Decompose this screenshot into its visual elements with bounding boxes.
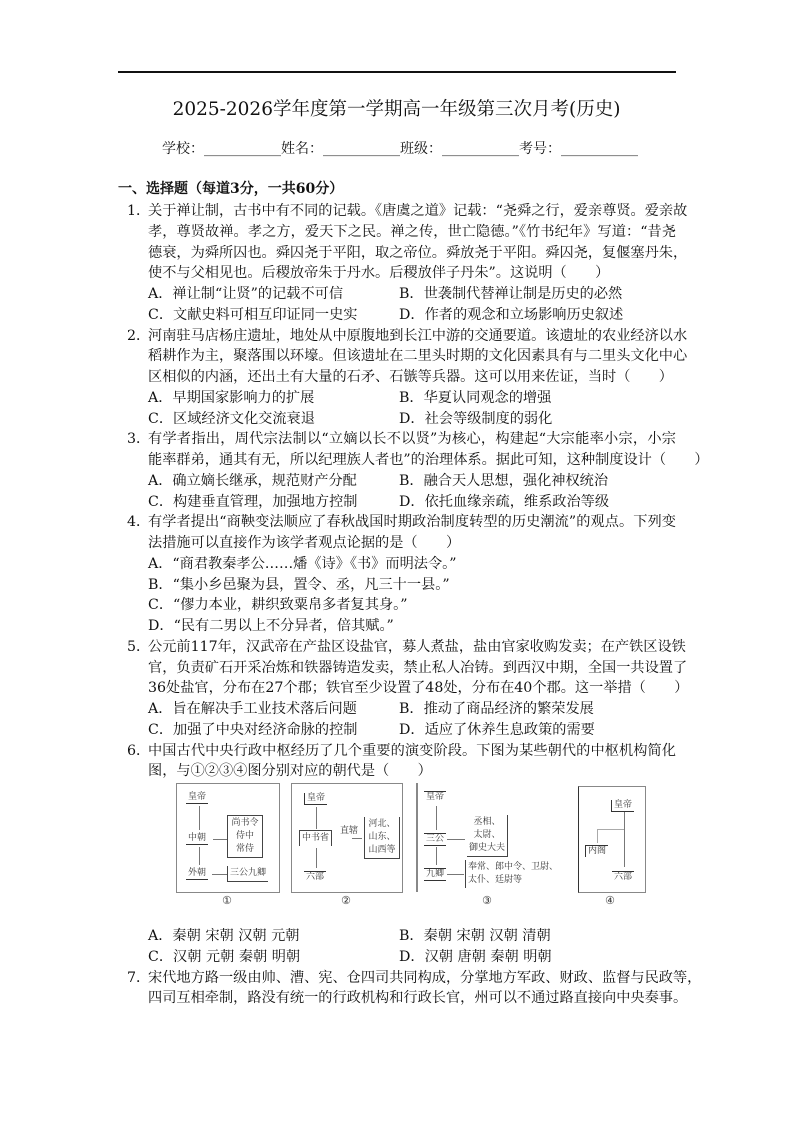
- d2-regions: [364, 817, 400, 859]
- official: 太尉、: [473, 830, 501, 840]
- answer-option-D: D．依托血缘亲疏，维系政治等级: [399, 493, 610, 510]
- answer-option-C: C．“僇力本业，耕织致粟帛多者复其身。”: [148, 597, 408, 614]
- question-text-line: 官，负责矿石开采冶炼和铁器铸造发卖，禁止私人冶铸。到西汉中期，全国一共设置了: [148, 659, 688, 676]
- answer-option-A: A．旨在解决手工业技术落后问题: [148, 701, 357, 717]
- d4-emperor: 皇帝: [611, 800, 634, 812]
- d2-label: ②: [341, 894, 351, 907]
- d1-emperor: 皇帝: [188, 792, 207, 802]
- region: 山东、: [368, 832, 396, 842]
- question-text-line: 四司互相牵制，路没有统一的行政机构和行政长官，州可以不通过路直接向中央奏事。: [148, 990, 688, 1007]
- question-text-line: 使不与父相见也。后稷放帝朱于丹水。后稷放伴子丹朱”。这说明（ ）: [148, 265, 610, 282]
- d2-direct-label: 直辖: [340, 826, 359, 836]
- arrow: [212, 874, 227, 875]
- answer-option-C: C．文献史料可相互印证同一史实: [148, 306, 358, 323]
- question-number: 1．: [127, 203, 151, 219]
- arrow: [352, 838, 362, 839]
- answer-option-B: B．融合天人思想，强化神权统治: [399, 472, 609, 489]
- answer-option-B: B．“集小乡邑聚为县，置令、丞，凡三十一县。”: [148, 576, 450, 593]
- question-text-line: 稻耕作为主，聚落围以环壕。但该遗址在二里头时期的文化因素具有与二里头文化中心: [148, 348, 688, 365]
- arrow: [316, 807, 317, 829]
- arrow: [199, 806, 200, 830]
- d4-cabinet: 内阁: [585, 845, 608, 857]
- question-number: 2．: [127, 327, 151, 344]
- answer-option-B: B．世袭制代替禅让制是历史的必然: [399, 286, 623, 302]
- answer-option-C: C．加强了中央对经济命脉的控制: [148, 721, 358, 738]
- d1-outer-court: 外朝: [188, 868, 207, 878]
- d3-label: ③: [482, 894, 492, 907]
- d2-six-ministries: 六部: [306, 872, 325, 882]
- answer-option-A: A．秦朝 宋朝 汉朝 元朝: [148, 928, 300, 944]
- question-text-line: 河南驻马店杨庄遗址，地处从中原腹地到长江中游的交通要道。该遗址的农业经济以水: [148, 327, 688, 344]
- arrow: [316, 848, 317, 868]
- question-number: 7．: [127, 969, 151, 986]
- question-text-line: 关于禅让制，古书中有不同的记载。《唐虞之道》记载：“尧舜之行，爱亲尊贤。爱亲故: [148, 203, 688, 219]
- answer-option-B: B．秦朝 宋朝 汉朝 清朝: [399, 928, 551, 944]
- arrow: [597, 829, 624, 830]
- question-text-line: 孝，尊贤故禅。孝之方，爱天下之民。禅之传，世亡隐德。”《竹书纪年》写道：“昔尧: [148, 223, 676, 240]
- top-rule: [118, 71, 676, 73]
- answer-option-A: A．早期国家影响力的扩展: [148, 389, 315, 406]
- answer-option-C: C．构建垂直管理，加强地方控制: [148, 493, 358, 510]
- diagram-4-frame: [578, 786, 646, 893]
- question-text-line: 公元前117年，汉武帝在产盐区设盐官，募人煮盐，盐由官家收购发卖；在产铁区设铁: [148, 638, 686, 655]
- official: 御史大夫: [469, 843, 506, 853]
- d1-inner-officials: [227, 815, 263, 858]
- question-text-line: 中国古代中央行政中枢经历了几个重要的演变阶段。下图为某些朝代的中枢机构简化: [148, 742, 676, 759]
- student-info-line: 学校：___________姓名：___________班级：___________考号：___________: [162, 141, 638, 157]
- answer-option-D: D．适应了休养生息政策的需要: [399, 721, 595, 738]
- diagram-1-frame: [176, 783, 280, 893]
- d4-six-ministries: 六部: [614, 872, 633, 882]
- question-text-line: 有学者指出，周代宗法制以“立嫡以长不以贤”为核心，构建起“大宗能率小宗，小宗: [148, 431, 676, 448]
- arrow: [624, 812, 625, 867]
- d3-emperor: 皇帝: [426, 792, 445, 802]
- question-text-line: 36处盐官，分布在27个郡；铁官至少设置了48处，分布在40个郡。这一举措（ ）: [148, 680, 689, 697]
- official: 太仆、廷尉等: [468, 875, 523, 885]
- official: 常侍: [235, 844, 254, 854]
- answer-option-A: A．确立嫡长继承，规范财产分配: [148, 472, 357, 489]
- d3-dukes-list: [467, 815, 508, 857]
- question-text-line: 区相似的内涵，还出土有大量的石矛、石镞等兵器。这可以用来佐证，当时（ ）: [148, 369, 673, 385]
- d1-label: ①: [222, 894, 232, 907]
- arrow: [597, 829, 598, 843]
- question-number: 6．: [127, 742, 151, 759]
- arrow: [447, 839, 465, 840]
- answer-option-C: C．汉朝 元朝 秦朝 明朝: [148, 948, 301, 965]
- official: 丞相、: [473, 817, 501, 827]
- d1-outer-officials: 三公九卿: [227, 866, 268, 882]
- answer-option-A: A．“商君教秦孝公……燔《诗》《书》而明法令。”: [148, 555, 457, 572]
- d3-ministers-list: [465, 860, 560, 888]
- official: 奉常、郎中令、卫尉、: [468, 862, 559, 872]
- question-text-line: 有学者提出“商鞅变法顺应了春秋战国时期政治制度转型的历史潮流”的观点。下列变: [148, 514, 676, 531]
- d2-emperor: 皇帝: [304, 793, 327, 805]
- diagram-2-frame: [291, 783, 403, 893]
- answer-option-D: D．作者的观念和立场影响历史叙述: [399, 306, 624, 323]
- answer-option-D: D．汉朝 唐朝 秦朝 明朝: [399, 948, 552, 965]
- region: 河北、: [368, 819, 396, 829]
- d4-label: ④: [605, 894, 615, 907]
- question-number: 5．: [127, 638, 151, 655]
- d1-inner-court: 中朝: [188, 833, 207, 843]
- question-number: 3．: [127, 431, 151, 448]
- question-number: 4．: [127, 514, 151, 531]
- arrow: [436, 847, 437, 865]
- arrow: [213, 839, 227, 840]
- d3-nine-ministers: 九卿: [426, 869, 445, 879]
- official: 尚书令: [231, 818, 259, 828]
- arrow: [436, 806, 437, 830]
- exam-title: 2025-2026学年度第一学期高一年级第三次月考(历史): [172, 99, 621, 120]
- diagram-3-frame-line: [416, 783, 418, 892]
- d3-three-dukes: 三公: [426, 834, 445, 844]
- section-heading: 一、选择题（每道3分，一共60分）: [118, 181, 344, 197]
- d2-secretariat: 中书省: [299, 830, 332, 846]
- answer-option-D: D．“民有二男以上不分异者，倍其赋。”: [148, 618, 394, 634]
- arrow: [199, 847, 200, 865]
- question-text-line: 宋代地方路一级由帅、漕、宪、仓四司共同构成，分掌地方军政、财政、监督与民政等，: [148, 969, 702, 986]
- official: 侍中: [235, 831, 254, 841]
- question-text-line: 能率群弟，通其有无，所以纪理族人者也”的治理体系。据此可知，这种制度设计（ ）: [148, 452, 709, 468]
- question-text-line: 德衰，为舜所囚也。舜囚尧于平阳，取之帝位。舜放尧于平阳。舜囚尧，复偃塞丹朱，: [148, 244, 688, 261]
- answer-option-D: D．社会等级制度的弱化: [399, 410, 553, 427]
- answer-option-B: B．华夏认同观念的增强: [399, 389, 552, 406]
- answer-option-C: C．区域经济文化交流衰退: [148, 410, 315, 427]
- region: 山西等: [368, 845, 396, 855]
- question-text-line: 图，与①②③④图分别对应的朝代是（ ）: [148, 763, 432, 780]
- answer-option-B: B．推动了商品经济的繁荣发展: [399, 701, 594, 717]
- question-text-line: 法措施可以直接作为该学者观点论据的是（ ）: [148, 535, 461, 551]
- arrow: [447, 874, 464, 875]
- answer-option-A: A．禅让制“让贤”的记载不可信: [148, 286, 344, 302]
